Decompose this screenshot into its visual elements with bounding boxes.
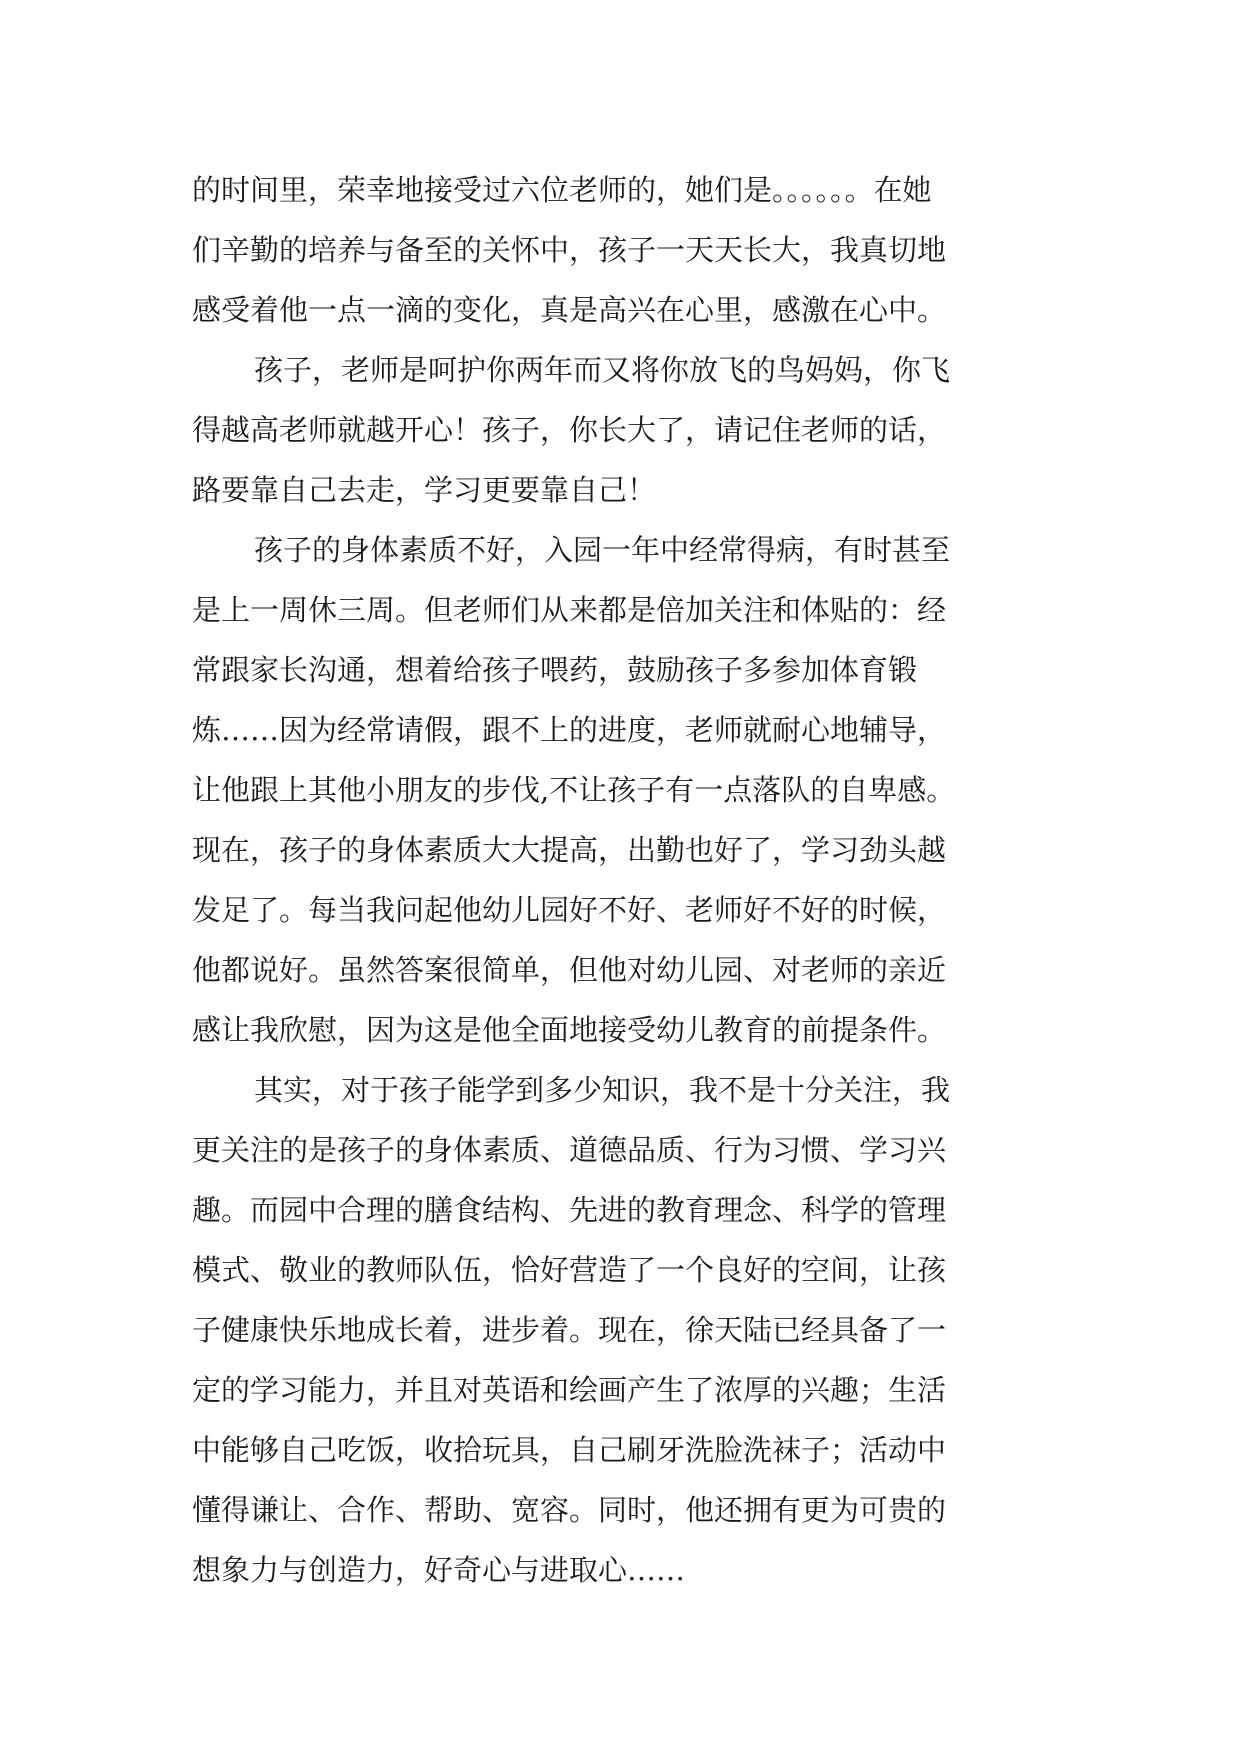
- text-line: 中能够自己吃饭，收拾玩具，自己刷牙洗脸洗袜子；活动中: [192, 1433, 947, 1467]
- text-line: 想象力与创造力，好奇心与进取心……: [192, 1553, 686, 1587]
- text-line: 感让我欣慰，因为这是他全面地接受幼儿教育的前提条件。: [192, 1013, 947, 1047]
- text-line: 们辛勤的培养与备至的关怀中，孩子一天天长大，我真切地: [192, 233, 947, 267]
- document-body: [192, 160, 1052, 1600]
- text-line: 定的学习能力，并且对英语和绘画产生了浓厚的兴趣；生活: [192, 1373, 947, 1407]
- text-line: 模式、敬业的教师队伍，恰好营造了一个良好的空间，让孩: [192, 1253, 947, 1287]
- text-line: 更关注的是孩子的身体素质、道德品质、行为习惯、学习兴: [192, 1133, 947, 1167]
- text-line: 趣。而园中合理的膳食结构、先进的教育理念、科学的管理: [192, 1193, 947, 1227]
- text-line: 得越高老师就越开心！孩子，你长大了，请记住老师的话，: [192, 413, 947, 447]
- text-line: 懂得谦让、合作、帮助、宽容。同时，他还拥有更为可贵的: [192, 1493, 947, 1527]
- text-line: 让他跟上其他小朋友的步伐,不让孩子有一点落队的自卑感。: [192, 773, 956, 807]
- text-line: 感受着他一点一滴的变化，真是高兴在心里，感激在心中。: [192, 293, 947, 327]
- text-line: 孩子，老师是呵护你两年而又将你放飞的鸟妈妈，你飞: [254, 353, 951, 387]
- text-line: 炼……因为经常请假，跟不上的进度，老师就耐心地辅导，: [192, 713, 947, 747]
- text-line: 他都说好。虽然答案很简单，但他对幼儿园、对老师的亲近: [192, 953, 947, 987]
- text-line: 的时间里，荣幸地接受过六位老师的，她们是。。。。。。在她: [192, 173, 932, 207]
- text-line: 其实，对于孩子能学到多少知识，我不是十分关注，我: [254, 1073, 951, 1107]
- text-line: 常跟家长沟通，想着给孩子喂药，鼓励孩子多参加体育锻: [192, 653, 918, 687]
- text-line: 孩子的身体素质不好，入园一年中经常得病，有时甚至: [254, 533, 951, 567]
- text-line: 路要靠自己去走，学习更要靠自己！: [192, 473, 657, 507]
- text-line: 现在，孩子的身体素质大大提高，出勤也好了，学习劲头越: [192, 833, 947, 867]
- text-line: 发足了。每当我问起他幼儿园好不好、老师好不好的时候，: [192, 893, 947, 927]
- text-line: 是上一周休三周。但老师们从来都是倍加关注和体贴的：经: [192, 593, 947, 627]
- text-line: 子健康快乐地成长着，进步着。现在，徐天陆已经具备了一: [192, 1313, 947, 1347]
